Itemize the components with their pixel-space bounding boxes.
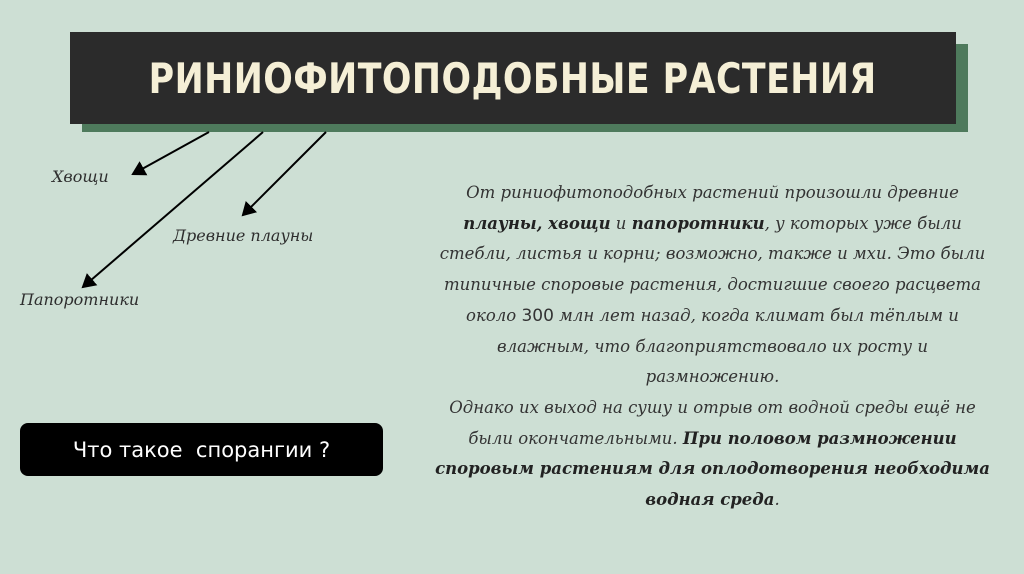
bold-conclusion: При половом размножении споровым растениям для оплодотворения необходима водная среда (435, 428, 990, 510)
question-box: Что такое спорангии ? (20, 423, 383, 476)
arrow-to-clubmosses (243, 132, 326, 215)
arrow-to-ferns (83, 132, 263, 287)
text-run: От риниофитоподобных растений произошли древние (466, 183, 959, 202)
arrow-to-horsetails (133, 132, 209, 174)
label-ferns: Папоротники (20, 290, 140, 309)
text-run: млн лет назад, когда климат был тёплым и влажным, что благоприятствовало их росту и размножению. (497, 305, 959, 387)
text-run: , у которых уже были стебли, листья и корни; возможно, также и мхи. Это были типичные споровые растения, достигшие своего расцвета около (439, 213, 986, 325)
text-run: и (610, 213, 632, 233)
bold-horsetails: хвощи (548, 213, 611, 233)
bold-ferns: папоротники (631, 213, 765, 233)
description-text (430, 178, 995, 516)
text-run: . (774, 490, 780, 510)
slide-title: РИНИОФИТОПОДОБНЫЕ РАСТЕНИЯ (148, 53, 877, 103)
number-300: 300 (521, 305, 554, 326)
text-run: Однако их выход на сушу и отрыв от водной среды ещё не были окончательными. (449, 397, 976, 448)
bold-clubmosses: плауны (463, 213, 537, 233)
label-ancient-clubmosses: Древние плауны (173, 226, 314, 245)
label-horsetails: Хвощи (52, 167, 109, 186)
text-run: , (536, 213, 549, 233)
